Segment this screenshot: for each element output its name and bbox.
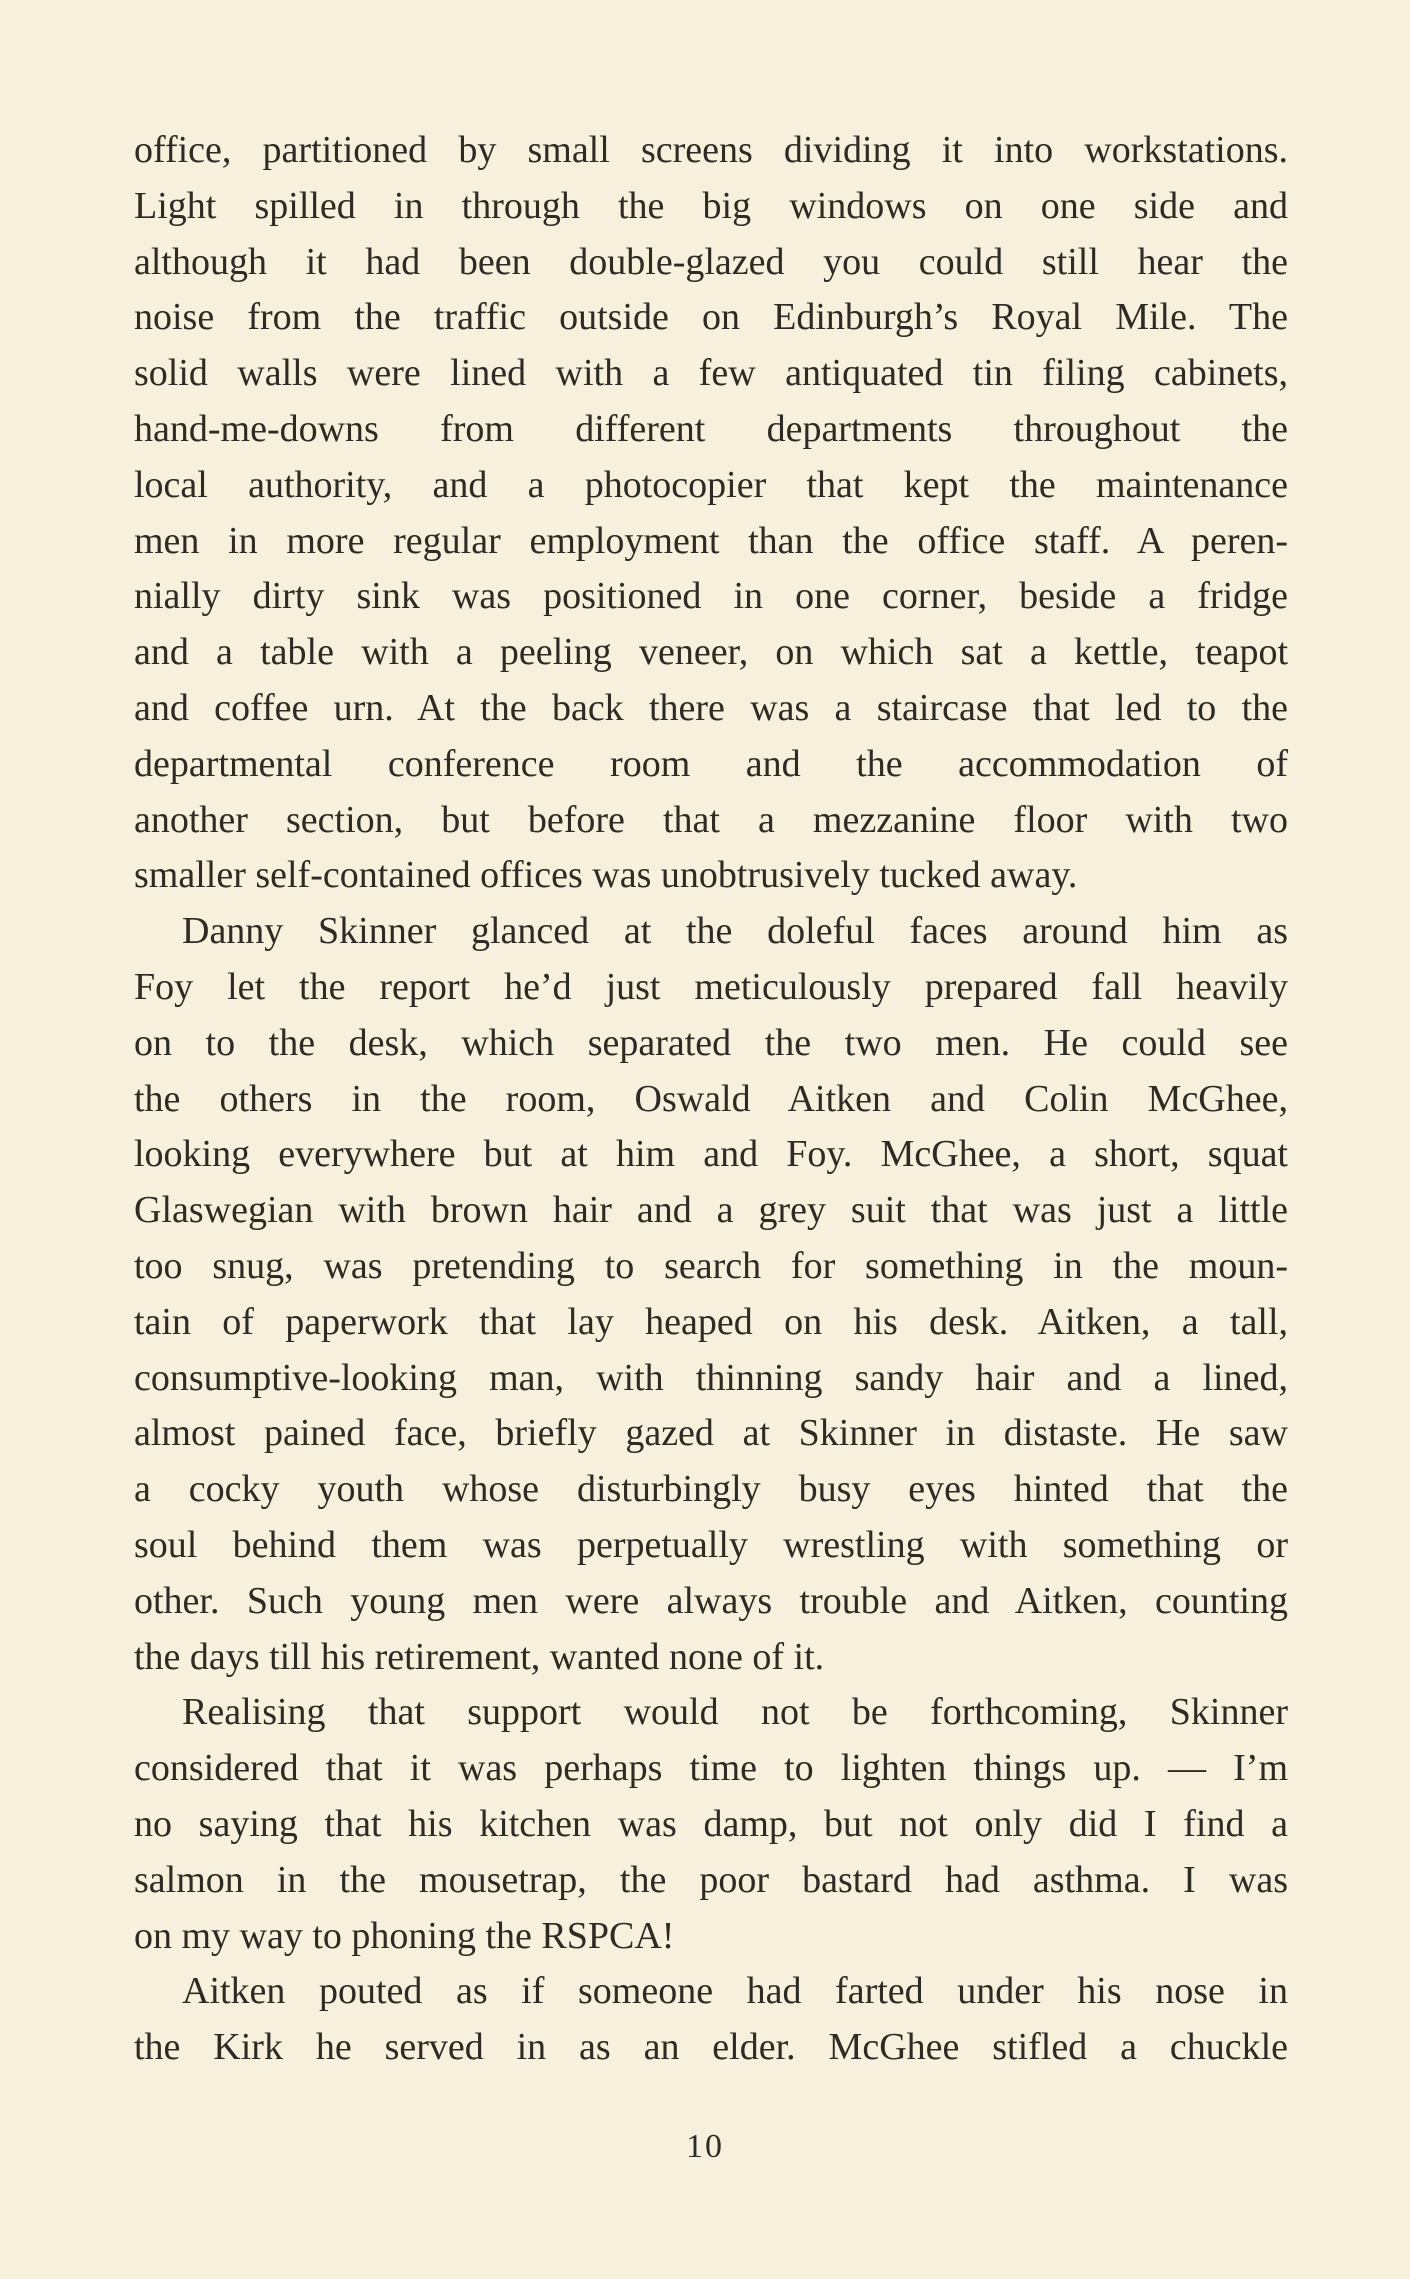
text-line: a cocky youth whose disturbingly busy eyes hinted that the bbox=[134, 1468, 1288, 1511]
text-line: noise from the traffic outside on Edinburgh’s Royal Mile. The bbox=[134, 296, 1288, 339]
text-line: on to the desk, which separated the two men. He could see bbox=[134, 1021, 1288, 1064]
page-number: 10 bbox=[686, 2128, 724, 2165]
text-line: office, partitioned by small screens dividing it into workstations. bbox=[134, 129, 1288, 171]
text-line: Realising that support would not be forthcoming, Skinner bbox=[182, 1691, 1288, 1734]
text-line: salmon in the mousetrap, the poor bastard had asthma. I was bbox=[134, 1858, 1288, 1901]
text-line: nially dirty sink was positioned in one corner, beside a fridge bbox=[134, 575, 1288, 618]
text-line: the Kirk he served in as an elder. McGhee stifled a chuckle bbox=[134, 2026, 1288, 2069]
text-line: solid walls were lined with a few antiquated tin filing cabinets, bbox=[134, 352, 1288, 395]
paragraph-4 bbox=[134, 1964, 1288, 2076]
text-line: the days till his retirement, wanted none of it. bbox=[134, 1635, 825, 1678]
text-line: consumptive-looking man, with thinning sandy hair and a lined, bbox=[134, 1356, 1288, 1399]
text-line: Aitken pouted as if someone had farted under his nose in bbox=[182, 1970, 1288, 2013]
text-line: other. Such young men were always trouble and Aitken, counting bbox=[134, 1579, 1288, 1622]
text-line: hand-me-downs from different departments throughout the bbox=[134, 407, 1288, 450]
text-line: Foy let the report he’d just meticulously prepared fall heavily bbox=[134, 965, 1288, 1008]
text-line: considered that it was perhaps time to lighten things up. — I’m bbox=[134, 1747, 1288, 1790]
paragraph-1 bbox=[134, 123, 1288, 904]
text-line: soul behind them was perpetually wrestling with something or bbox=[134, 1523, 1288, 1566]
text-line: Danny Skinner glanced at the doleful faces around him as bbox=[182, 910, 1288, 953]
text-line: looking everywhere but at him and Foy. McGhee, a short, squat bbox=[134, 1133, 1288, 1176]
text-line: although it had been double-glazed you could still hear the bbox=[134, 240, 1288, 283]
text-line: men in more regular employment than the office staff. A peren- bbox=[134, 519, 1288, 562]
text-line: on my way to phoning the RSPCA! bbox=[134, 1914, 675, 1957]
text-line: tain of paperwork that lay heaped on his desk. Aitken, a tall, bbox=[134, 1300, 1288, 1343]
text-line: departmental conference room and the accommodation of bbox=[134, 742, 1288, 785]
text-line: and a table with a peeling veneer, on which sat a kettle, teapot bbox=[134, 631, 1288, 674]
text-line: and coffee urn. At the back there was a staircase that led to the bbox=[134, 686, 1288, 729]
text-line: Glaswegian with brown hair and a grey suit that was just a little bbox=[134, 1189, 1288, 1232]
text-line: another section, but before that a mezzanine floor with two bbox=[134, 798, 1288, 841]
text-line: too snug, was pretending to search for something in the moun- bbox=[134, 1244, 1288, 1287]
text-line: the others in the room, Oswald Aitken and Colin McGhee, bbox=[134, 1077, 1288, 1120]
text-line: Light spilled in through the big windows on one side and bbox=[134, 184, 1288, 227]
text-line: almost pained face, briefly gazed at Skinner in distaste. He saw bbox=[134, 1412, 1288, 1455]
text-line: smaller self-contained offices was unobtrusively tucked away. bbox=[134, 854, 1078, 897]
body-text bbox=[134, 123, 1288, 2076]
paragraph-2 bbox=[134, 904, 1288, 1685]
text-line: local authority, and a photocopier that kept the maintenance bbox=[134, 463, 1288, 506]
paragraph-3 bbox=[134, 1685, 1288, 1964]
text-line: no saying that his kitchen was damp, but not only did I find a bbox=[134, 1802, 1288, 1845]
